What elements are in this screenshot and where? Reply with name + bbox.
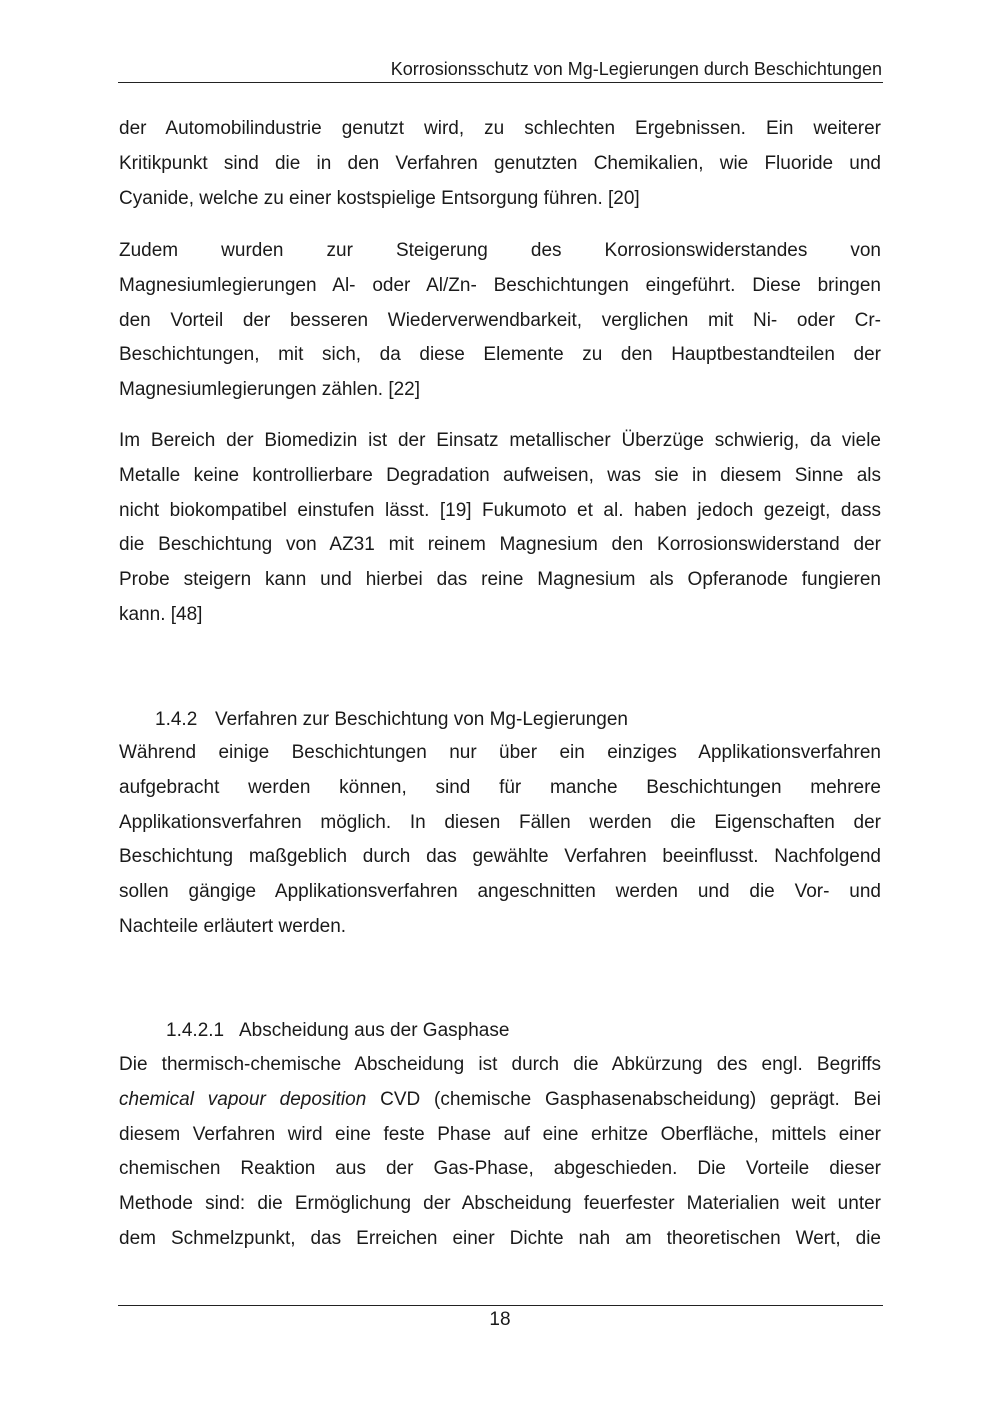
text-fragment: CVD (chemische Gasphasenabscheidung) geprägt. Bei <box>366 1088 881 1110</box>
text-line: diesem Verfahren wird eine feste Phase auf eine erhitze Oberfläche, mittels einer <box>119 1123 881 1145</box>
text-line: Nachteile erläutert werden. <box>119 915 347 937</box>
paragraph-biomedicine <box>119 424 881 633</box>
paragraph-automotive <box>119 112 881 216</box>
text-line: der Automobilindustrie genutzt wird, zu schlechten Ergebnissen. Ein weiterer <box>119 118 881 139</box>
running-header: Korrosionsschutz von Mg-Legierungen durch Beschichtungen <box>390 59 882 79</box>
text-line: Die thermisch-chemische Abscheidung ist durch die Abkürzung des engl. Begriffs <box>119 1054 881 1075</box>
section-title: Verfahren zur Beschichtung von Mg-Legierungen <box>215 709 628 730</box>
italic-term: chemical vapour deposition <box>119 1088 367 1110</box>
text-line: Beschichtungen, mit sich, da diese Elemente zu den Hauptbestandteilen der <box>119 344 881 366</box>
section-heading-1-4-2 <box>155 708 628 732</box>
text-line: aufgebracht werden können, sind für manche Beschichtungen mehrere <box>119 776 881 798</box>
text-line: Magnesiumlegierungen zählen. [22] <box>119 379 421 401</box>
text-line: chemischen Reaktion aus der Gas-Phase, abgeschieden. Die Vorteile dieser <box>119 1158 881 1180</box>
paragraph-cvd <box>119 1048 881 1257</box>
text-line: Applikationsverfahren möglich. In diesen Fällen werden die Eigenschaften der <box>119 811 881 833</box>
text-line-mixed <box>119 1083 881 1118</box>
text-line: Methode sind: die Ermöglichung der Abscheidung feuerfester Materialien weit unter <box>119 1193 881 1215</box>
text-line: Kritikpunkt sind die in den Verfahren genutzten Chemikalien, wie Fluoride und <box>119 152 881 174</box>
text-line: die Beschichtung von AZ31 mit reinem Magnesium den Korrosionswiderstand der <box>119 534 881 556</box>
text-line: Metalle keine kontrollierbare Degradation aufweisen, was sie in diesem Sinne als <box>119 464 881 486</box>
text-line: sollen gängige Applikationsverfahren angeschnitten werden und die Vor- und <box>119 881 881 903</box>
text-line: Zudem wurden zur Steigerung des Korrosionswiderstandes von <box>119 240 881 261</box>
header-rule <box>118 82 883 83</box>
section-number: 1.4.2 <box>155 709 198 730</box>
paragraph-application-methods <box>119 736 881 945</box>
footer-rule <box>118 1305 883 1306</box>
section-heading-1-4-2-1 <box>166 1019 509 1043</box>
section-title: Abscheidung aus der Gasphase <box>239 1020 510 1041</box>
page-number: 18 <box>489 1309 511 1330</box>
text-line: kann. [48] <box>119 603 203 625</box>
text-line: den Vorteil der besseren Wiederverwendbarkeit, verglichen mit Ni- oder Cr- <box>119 309 881 331</box>
text-line: nicht biokompatibel einstufen lässt. [19] Fukumoto et al. haben jedoch gezeigt, dass <box>119 499 881 521</box>
text-line: Im Bereich der Biomedizin ist der Einsatz metallischer Überzüge schwierig, da viele <box>119 430 881 451</box>
text-line: Cyanide, welche zu einer kostspielige Entsorgung führen. [20] <box>119 187 640 209</box>
section-number: 1.4.2.1 <box>166 1020 225 1041</box>
text-line: dem Schmelzpunkt, das Erreichen einer Dichte nah am theoretischen Wert, die <box>119 1227 881 1249</box>
text-line: Während einige Beschichtungen nur über ein einziges Applikationsverfahren <box>119 742 881 763</box>
text-line: Magnesiumlegierungen Al- oder Al/Zn- Beschichtungen eingeführt. Diese bringen <box>119 274 881 296</box>
text-line: Probe steigern kann und hierbei das reine Magnesium als Opferanode fungieren <box>119 569 881 591</box>
paragraph-al-zn-coatings <box>119 234 881 408</box>
text-line: Beschichtung maßgeblich durch das gewählte Verfahren beeinflusst. Nachfolgend <box>119 846 881 868</box>
